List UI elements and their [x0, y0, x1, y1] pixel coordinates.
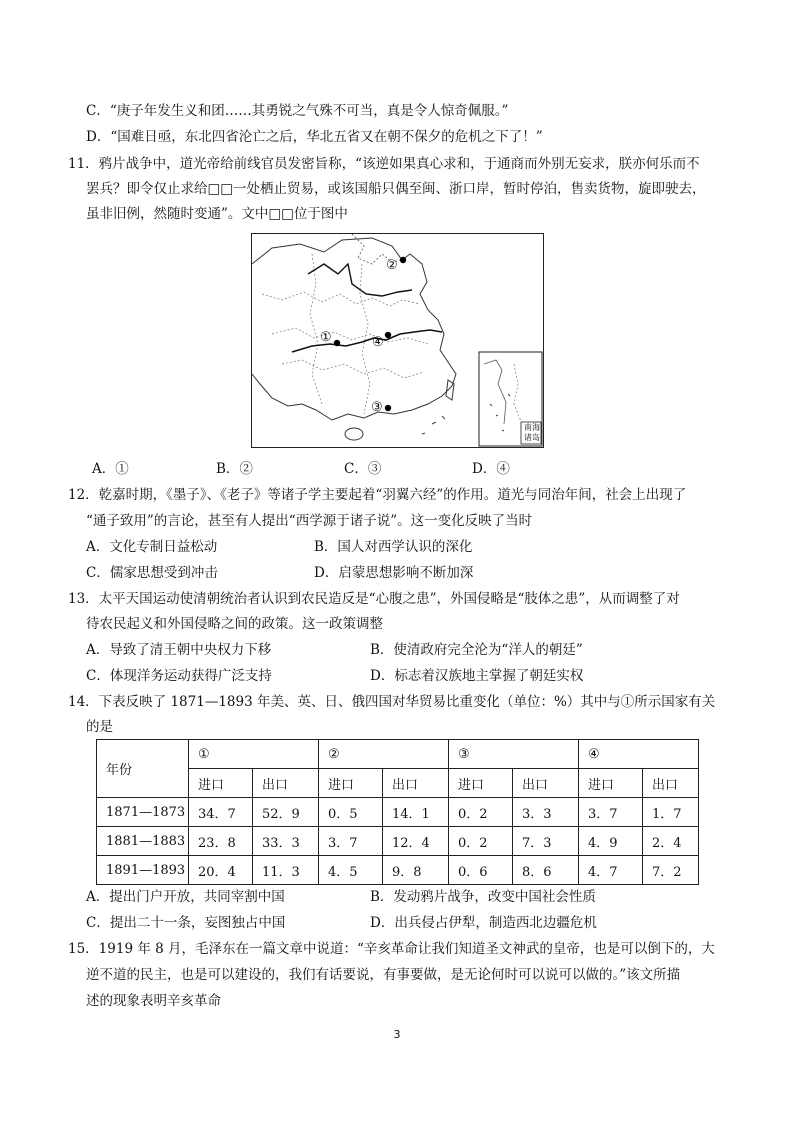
q11-option-c: C．③: [344, 461, 382, 477]
table-cell: 2．4: [643, 827, 699, 856]
q10-option-d: D．“国难日亟，东北四省沦亡之后，华北五省又在朝不保夕的危机之下了！”: [86, 129, 543, 145]
map-label-4: ④: [372, 335, 384, 350]
q11-stem-line2: 罢兵？即令仅止求给□□一处栖止贸易，或该国船只偶至闽、浙口岸，暂时停泊，售卖货物，旋即驶去，: [86, 181, 706, 197]
trade-table: [96, 739, 699, 885]
table-header-country-1: ①: [189, 740, 319, 769]
map-marker-1: [334, 340, 340, 346]
q14-stem-line1: 14．下表反映了 1871—1893 年美、英、日、俄四国对华贸易比重变化（单位：%）其中与①所示国家有关: [68, 694, 716, 710]
table-row: [97, 827, 699, 856]
q12-stem-line2: “通子致用”的言论，甚至有人提出“西学源于诸子说”。这一变化反映了当时: [86, 513, 533, 529]
q14-option-b: B．发动鸦片战争，改变中国社会性质: [370, 889, 596, 905]
q13-option-c: C．体现洋务运动获得广泛支持: [86, 668, 272, 684]
table-cell: 0．2: [449, 827, 513, 856]
table-cell: 8．6: [513, 856, 579, 885]
q14-option-c: C．提出二十一条，妄图独占中国: [86, 915, 286, 931]
table-cell: 9．8: [383, 856, 449, 885]
q13-option-b: B．使清政府完全沦为“洋人的朝廷”: [370, 642, 583, 658]
table-cell-year: 1891—1893: [97, 856, 189, 885]
map-label-3: ③: [371, 400, 383, 415]
q14-option-a: A．提出门户开放，共同宰割中国: [86, 889, 285, 905]
table-header-country-2: ②: [319, 740, 449, 769]
map-marker-3: [385, 405, 391, 411]
table-cell: 23．8: [189, 827, 253, 856]
q12-stem-line1: 12．乾嘉时期，《墨子》、《老子》等诸子学主要起着“羽翼六经”的作用。道光与同治年间，社会上出现了: [68, 487, 687, 503]
table-cell: 52．9: [253, 798, 319, 827]
q13-option-a: A．导致了清王朝中央权力下移: [86, 642, 272, 658]
q13-stem-line2: 待农民起义和外国侵略之间的政策。这一政策调整: [86, 616, 383, 632]
table-cell: 3．7: [319, 827, 383, 856]
q14-stem-line2: 的是: [86, 719, 113, 735]
table-subheader-import: 进口: [579, 769, 643, 798]
table-subheader-import: 进口: [189, 769, 253, 798]
table-cell: 7．2: [643, 856, 699, 885]
table-cell-year: 1881—1883: [97, 827, 189, 856]
table-header-country-3: ③: [449, 740, 579, 769]
q14-option-d: D．出兵侵占伊犁，制造西北边疆危机: [370, 915, 597, 931]
map-label-1: ①: [320, 330, 332, 345]
table-cell: 12．4: [383, 827, 449, 856]
table-cell: 0．2: [449, 798, 513, 827]
table-cell: 7．3: [513, 827, 579, 856]
q15-stem-line3: 述的现象表明辛亥革命: [86, 993, 221, 1009]
page-number: 3: [393, 1028, 401, 1041]
table-subheader-import: 进口: [319, 769, 383, 798]
table-cell: 33．3: [253, 827, 319, 856]
q12-option-c: C．儒家思想受到冲击: [86, 565, 218, 581]
q11-stem-line1: 11．鸦片战争中，道光帝给前线官员发密旨称，“该逆如果真心求和，于通商而外别无妄求，朕亦何乐而不: [68, 156, 700, 172]
q12-option-d: D．启蒙思想影响不断加深: [314, 565, 474, 581]
table-cell: 20．4: [189, 856, 253, 885]
table-cell: 34．7: [189, 798, 253, 827]
china-map-figure: [251, 233, 544, 448]
table-subheader-import: 进口: [449, 769, 513, 798]
table-cell: 14．1: [383, 798, 449, 827]
table-cell: 11．3: [253, 856, 319, 885]
q15-stem-line2: 逆不道的民主，也是可以建设的，我们有话要说，有事要做，是无论何时可以说可以做的。”该文所描: [86, 967, 681, 983]
table-subheader-export: 出口: [643, 769, 699, 798]
table-subheader-export: 出口: [383, 769, 449, 798]
q11-option-d: D．④: [472, 461, 510, 477]
table-row: [97, 856, 699, 885]
q15-stem-line1: 15．1919 年 8 月，毛泽东在一篇文章中说道：“辛亥革命让我们知道圣文神武的皇帝，也是可以倒下的，大: [68, 941, 715, 957]
table-cell-year: 1871—1873: [97, 798, 189, 827]
table-cell: 4．7: [579, 856, 643, 885]
map-inset-label: 南海诸岛: [524, 423, 540, 442]
table-cell: 1．7: [643, 798, 699, 827]
table-cell: 3．3: [513, 798, 579, 827]
map-marker-4: [385, 332, 391, 338]
table-cell: 4．5: [319, 856, 383, 885]
table-cell: 3．7: [579, 798, 643, 827]
map-label-2: ②: [386, 258, 398, 273]
table-header-year: 年份: [97, 740, 189, 798]
table-cell: 0．5: [319, 798, 383, 827]
table-row: [97, 798, 699, 827]
table-header-country-4: ④: [579, 740, 699, 769]
map-marker-2: [400, 257, 406, 263]
q13-stem-line1: 13．太平天国运动使清朝统治者认识到农民造反是“心腹之患”，外国侵略是“肢体之患”，从而调整了对: [68, 591, 680, 607]
q10-option-c: C．“庚子年发生义和团……其勇锐之气殊不可当，真是令人惊奇佩服。”: [86, 103, 509, 119]
q12-option-a: A．文化专制日益松动: [86, 539, 218, 555]
table-cell: 4．9: [579, 827, 643, 856]
q11-option-b: B．②: [216, 461, 253, 477]
table-cell: 0．6: [449, 856, 513, 885]
q12-option-b: B．国人对西学认识的深化: [314, 539, 473, 555]
q13-option-d: D．标志着汉族地主掌握了朝廷实权: [370, 668, 584, 684]
table-subheader-export: 出口: [513, 769, 579, 798]
q11-option-a: A．①: [92, 461, 129, 477]
q11-stem-line3: 虽非旧例，然随时变通”。文中□□位于图中: [86, 206, 348, 222]
table-subheader-export: 出口: [253, 769, 319, 798]
